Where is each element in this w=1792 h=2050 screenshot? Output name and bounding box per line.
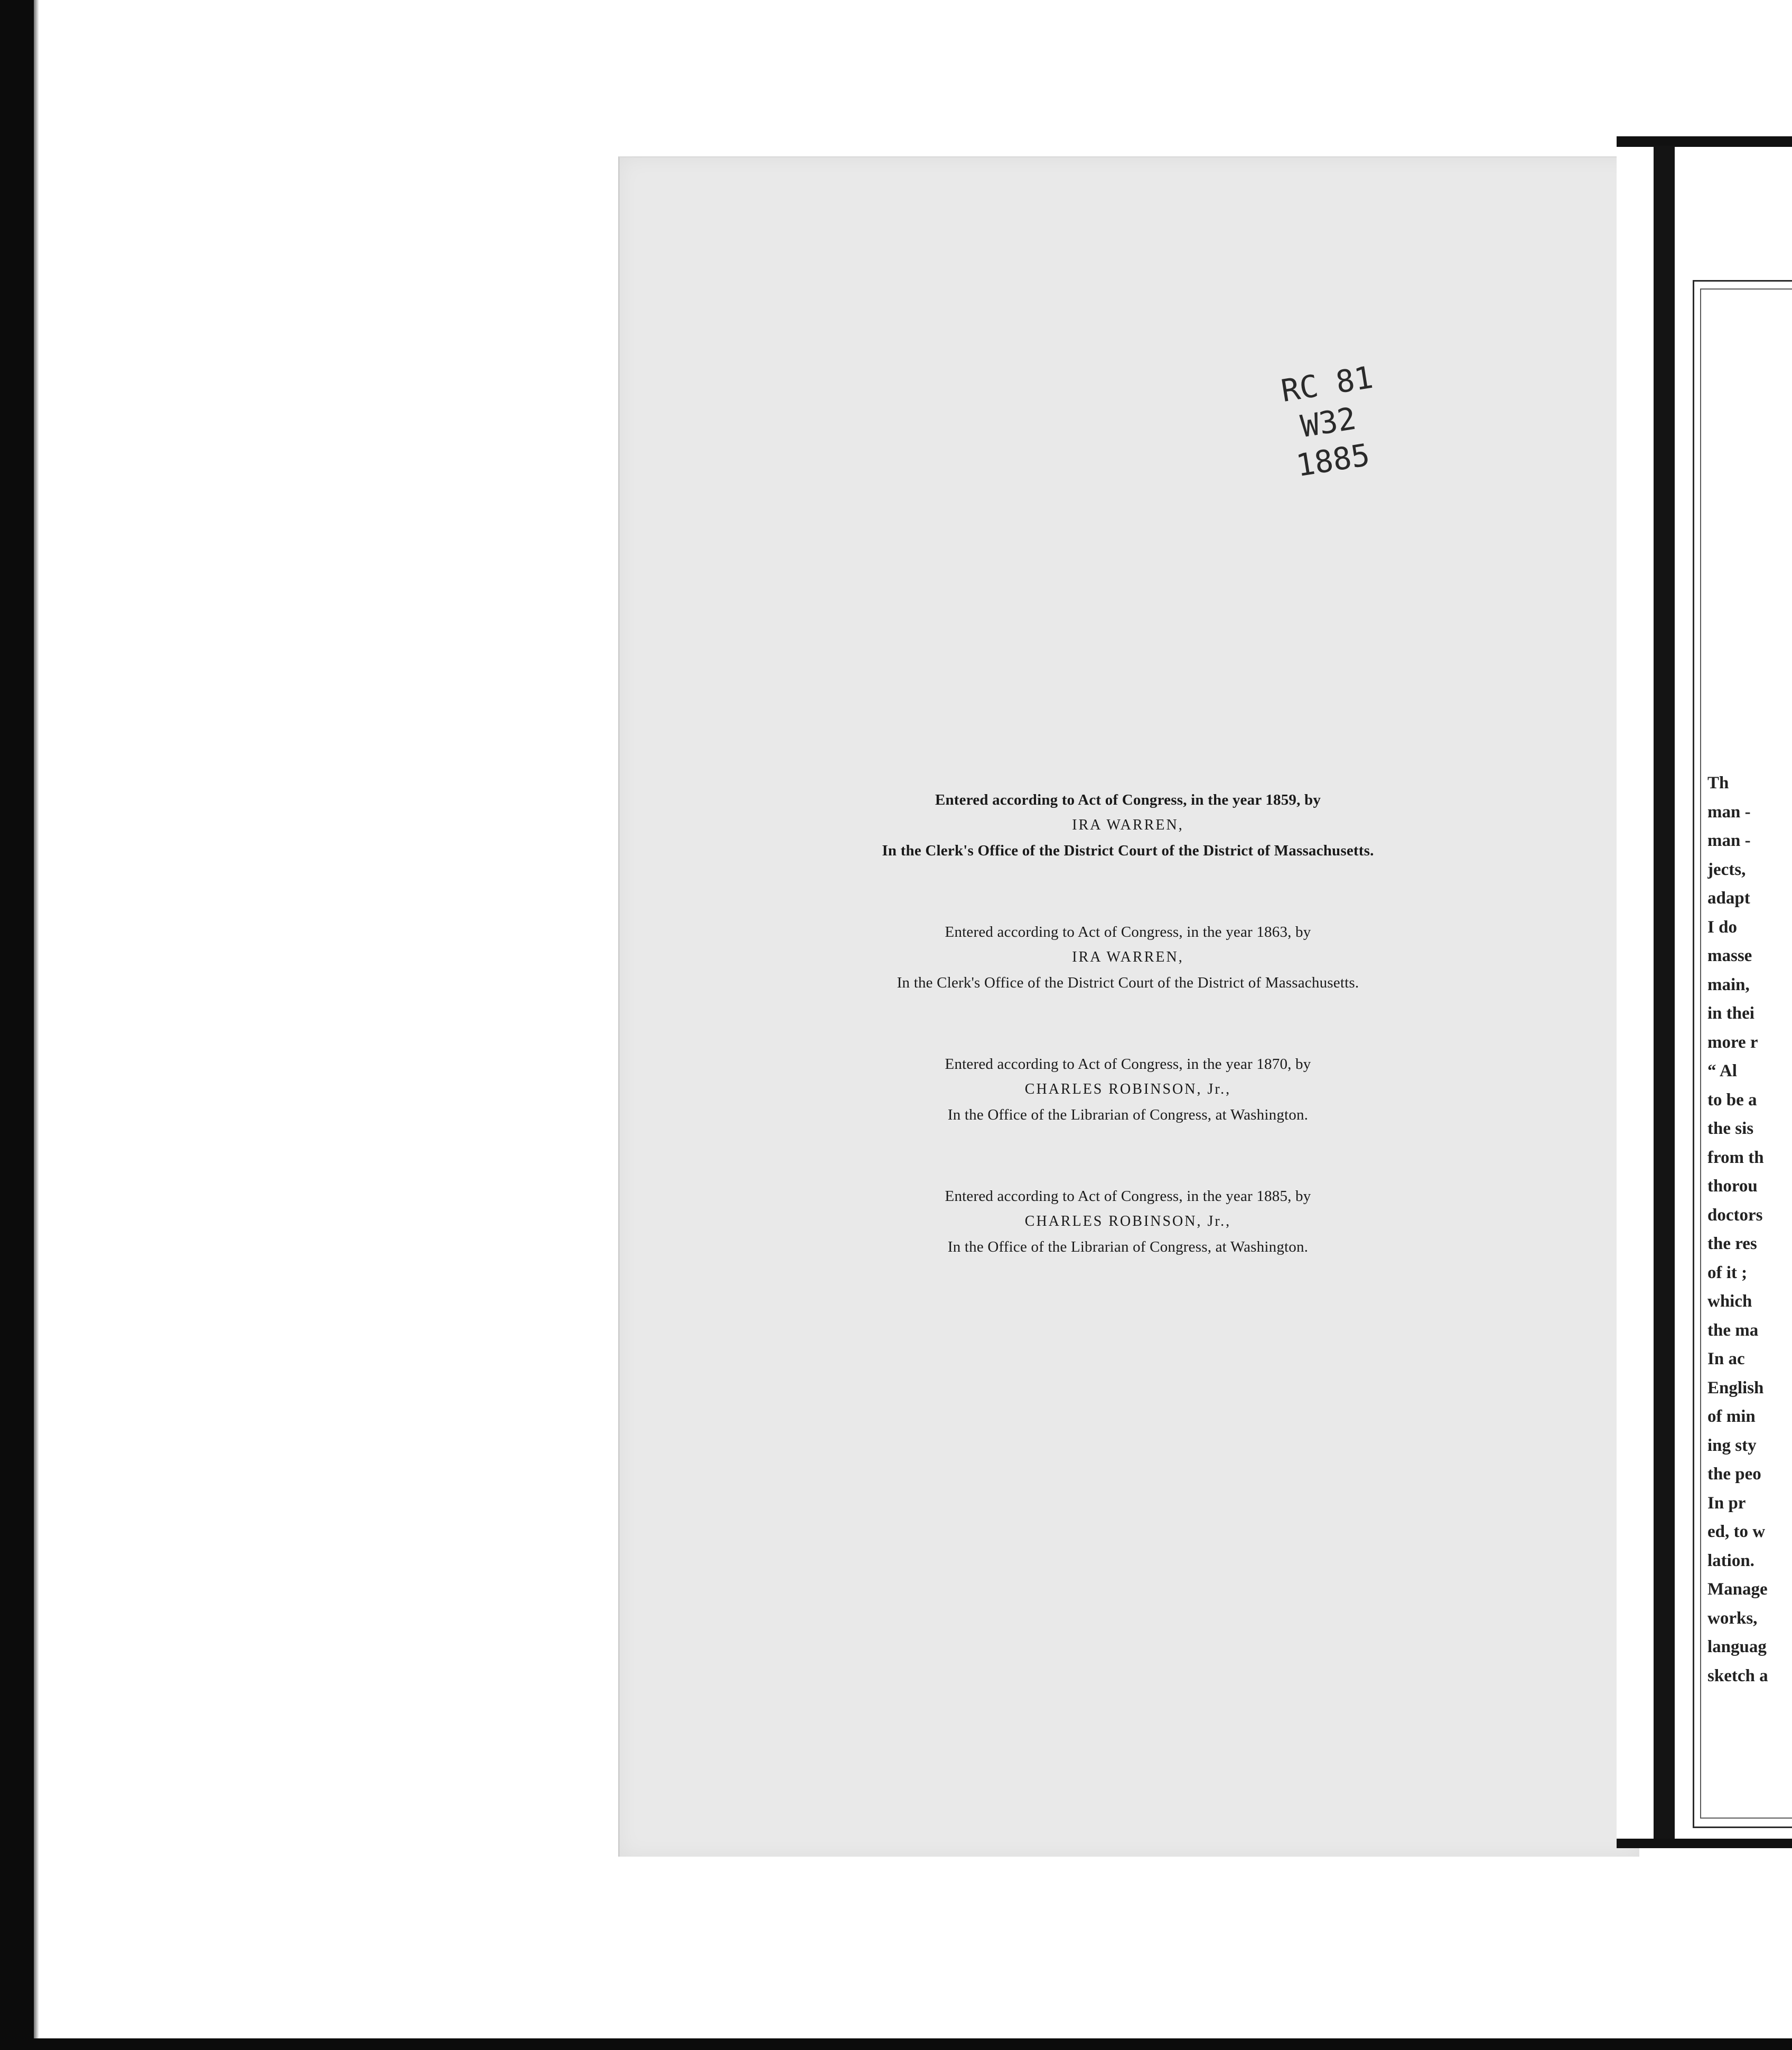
right-page-line: adapt bbox=[1707, 889, 1750, 908]
right-page-line: the res bbox=[1707, 1234, 1757, 1253]
right-page-line: ing sty bbox=[1707, 1436, 1757, 1455]
right-page-line: ed, to w bbox=[1707, 1522, 1766, 1541]
copyright-notice-1870 bbox=[618, 1051, 1638, 1128]
right-page-line: English bbox=[1707, 1378, 1764, 1397]
right-page-line: to be a bbox=[1707, 1090, 1757, 1110]
call-number-line-2: W32 bbox=[1298, 400, 1359, 445]
call-number-line-3: 1885 bbox=[1293, 436, 1373, 484]
notice-name: CHARLES ROBINSON, Jr., bbox=[1024, 1213, 1231, 1229]
binding-edge-top bbox=[1617, 136, 1792, 147]
copyright-notice-1863 bbox=[618, 919, 1638, 995]
right-page-line: which bbox=[1707, 1292, 1752, 1311]
right-page-line: doctors bbox=[1707, 1205, 1763, 1225]
notice-entered: Entered according to Act of Congress, in the year 1885, by bbox=[945, 1188, 1311, 1205]
right-page-line: “ Al bbox=[1707, 1061, 1737, 1080]
copyright-notice-1885 bbox=[618, 1184, 1638, 1260]
right-page-line: I do bbox=[1707, 917, 1737, 937]
notice-name: IRA WARREN, bbox=[1072, 817, 1184, 833]
notice-office: In the Clerk's Office of the District Court of the District of Massachusetts. bbox=[897, 974, 1359, 991]
right-page-text bbox=[1707, 769, 1792, 1690]
right-page-line: languag bbox=[1707, 1637, 1767, 1656]
right-page-line: works, bbox=[1707, 1608, 1758, 1628]
right-page-line: thorou bbox=[1707, 1177, 1758, 1196]
notice-name: CHARLES ROBINSON, Jr., bbox=[1024, 1081, 1231, 1097]
right-page-line: of it ; bbox=[1707, 1263, 1748, 1282]
notice-office: In the Office of the Librarian of Congress, at Washington. bbox=[947, 1106, 1309, 1123]
notice-entered: Entered according to Act of Congress, in the year 1859, by bbox=[935, 791, 1321, 808]
right-page-line: In pr bbox=[1707, 1493, 1746, 1513]
right-page-line: of min bbox=[1707, 1407, 1756, 1426]
film-edge-left bbox=[0, 0, 34, 2050]
binding-edge-bottom bbox=[1617, 1839, 1792, 1848]
right-page-line: Th bbox=[1707, 774, 1729, 793]
film-edge-bottom bbox=[0, 2038, 1792, 2050]
copyright-notice-1859 bbox=[618, 787, 1638, 863]
notice-entered: Entered according to Act of Congress, in the year 1870, by bbox=[945, 1056, 1311, 1073]
right-page-line: man - bbox=[1707, 831, 1751, 850]
right-page-line: the ma bbox=[1707, 1320, 1759, 1340]
copyright-notices bbox=[618, 787, 1638, 1316]
call-number-line-1: RC 81 bbox=[1278, 359, 1376, 409]
right-page-line: the peo bbox=[1707, 1465, 1761, 1484]
right-page-line: man - bbox=[1707, 802, 1751, 822]
binding-spine bbox=[1654, 146, 1675, 1842]
right-page-line: main, bbox=[1707, 975, 1750, 994]
right-page-line: lation. bbox=[1707, 1551, 1754, 1570]
right-page-line: masse bbox=[1707, 946, 1752, 965]
right-page-line: jects, bbox=[1707, 860, 1746, 879]
right-page-line: from th bbox=[1707, 1148, 1764, 1167]
right-page-line: In ac bbox=[1707, 1349, 1745, 1368]
notice-name: IRA WARREN, bbox=[1072, 949, 1184, 965]
right-page-line: in thei bbox=[1707, 1004, 1754, 1023]
right-page-line: Manage bbox=[1707, 1580, 1768, 1599]
right-page-line: more r bbox=[1707, 1032, 1758, 1052]
right-page-line: sketch a bbox=[1707, 1666, 1768, 1685]
notice-office: In the Office of the Librarian of Congress, at Washington. bbox=[947, 1238, 1309, 1255]
notice-office: In the Clerk's Office of the District Court of the District of Massachusetts. bbox=[882, 842, 1374, 859]
notice-entered: Entered according to Act of Congress, in the year 1863, by bbox=[945, 924, 1311, 940]
right-page-line: the sis bbox=[1707, 1119, 1754, 1138]
